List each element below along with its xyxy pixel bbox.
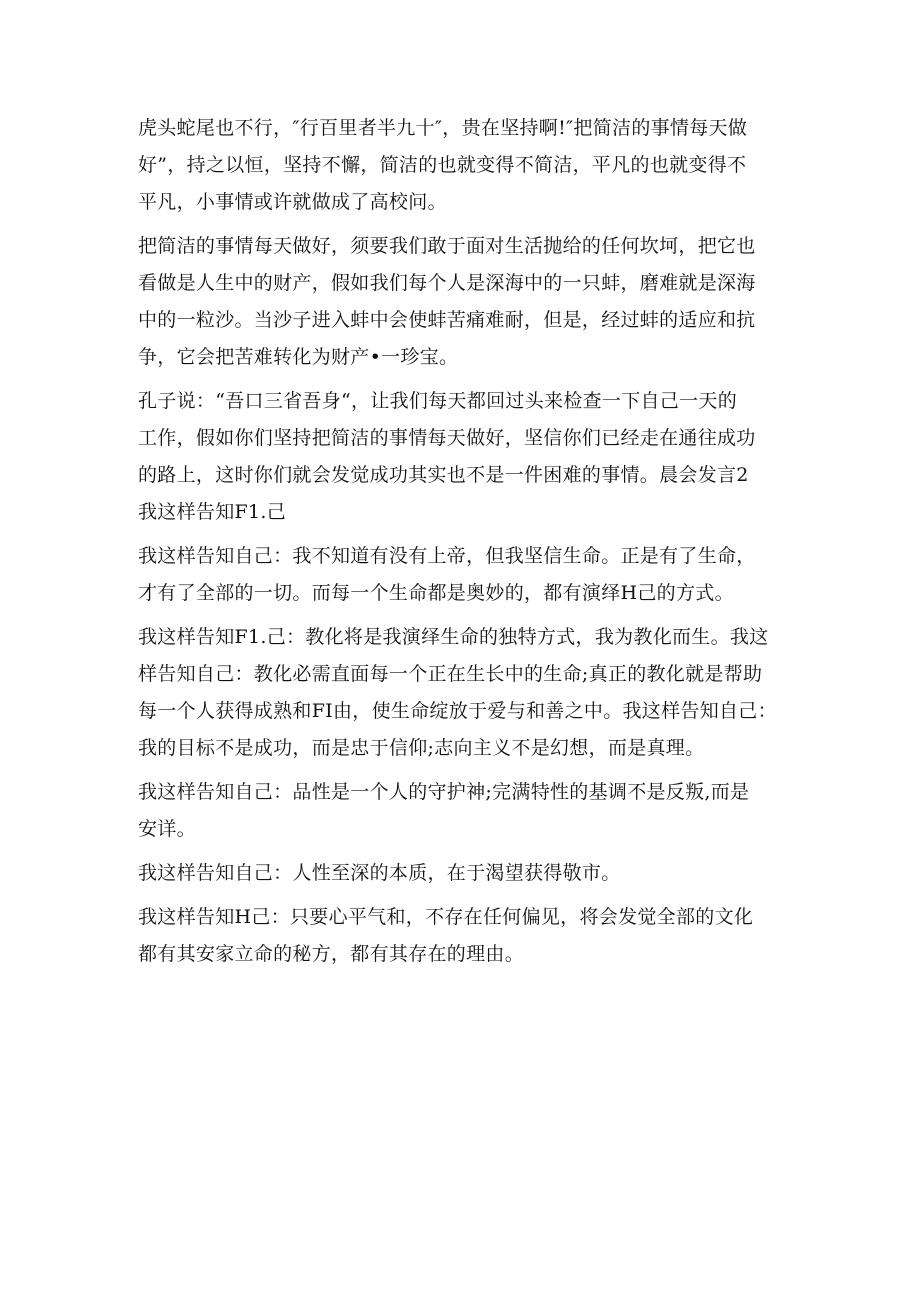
text-line: 平凡，小事情或许就做成了高校问。 [138,191,447,213]
text-line: 才有了全部的一切。而每一个生命都是奥妙的，都有演绎H己的方式。 [138,582,734,604]
text-line: 工作，假如你们坚持把简洁的事情每天做好，坚信你们已经走在通往成功 [138,427,756,449]
text-line: 我这样告知H己：只要心平气和，不存在任何偏见，将会发觉全部的文化 [138,906,754,928]
text-line: 我这样告知F1.己：教化将是我演绎生命的独特方式，我为教化而生。我这 [138,626,769,648]
text-line: 安详。 [138,818,196,840]
text-line: 样告知自己：教化必需直面每一个正在生长中的生命;真正的教化就是帮助 [138,663,763,685]
text-line: 我这样告知自己：人性至深的本质，在于渴望获得敬市。 [138,862,621,884]
text-line: 我这样告知自己：品性是一个人的守护神;完满特性的基调不是反叛,而是 [138,781,750,803]
text-line: 好”，持之以恒，坚持不懈，简洁的也就变得不简洁，平凡的也就变得不 [138,154,747,176]
text-line: 中的一粒沙。当沙子进入蚌中会使蚌苦痛难耐，但是，经过蚌的适应和抗 [138,309,756,331]
text-line: 看做是人生中的财产，假如我们每个人是深海中的一只蚌，磨难就是深海 [138,272,756,294]
text-line: 每一个人获得成熟和FI由，使生命绽放于爱与和善之中。我这样告知自己： [138,700,777,722]
paragraph-2 [138,228,788,376]
text-line: 我的目标不是成功，而是忠于信仰;志向主义不是幻想，而是真理。 [138,737,705,759]
text-line: 争，它会把苦难转化为财产•一珍宝。 [138,346,459,368]
paragraph-7 [138,855,788,892]
text-line: 孔子说：“吾口三省吾身“，让我们每天都回过头来检查一下自己一天的 [138,390,738,412]
paragraph-3 [138,383,788,531]
paragraph-1 [138,110,788,221]
text-line: 我这样告知F1.己 [138,501,287,523]
paragraph-6 [138,774,788,848]
paragraph-4 [138,538,788,612]
paragraph-8 [138,899,788,973]
text-line: 的路上，这时你们就会发觉成功其实也不是一件困难的事情。晨会发言2 [138,464,749,486]
document-body [138,110,788,980]
text-line: 都有其安家立命的秘方，都有其存在的理由。 [138,943,525,965]
paragraph-5 [138,619,788,767]
text-line: 虎头蛇尾也不行，″行百里者半九十″，贵在坚持啊!″把简洁的事情每天做 [138,117,748,139]
text-line: 我这样告知自己：我不知道有没有上帝，但我坚信生命。正是有了生命， [138,545,756,567]
text-line: 把简洁的事情每天做好，须要我们敢于面对生活抛给的任何坎坷，把它也 [138,235,756,257]
